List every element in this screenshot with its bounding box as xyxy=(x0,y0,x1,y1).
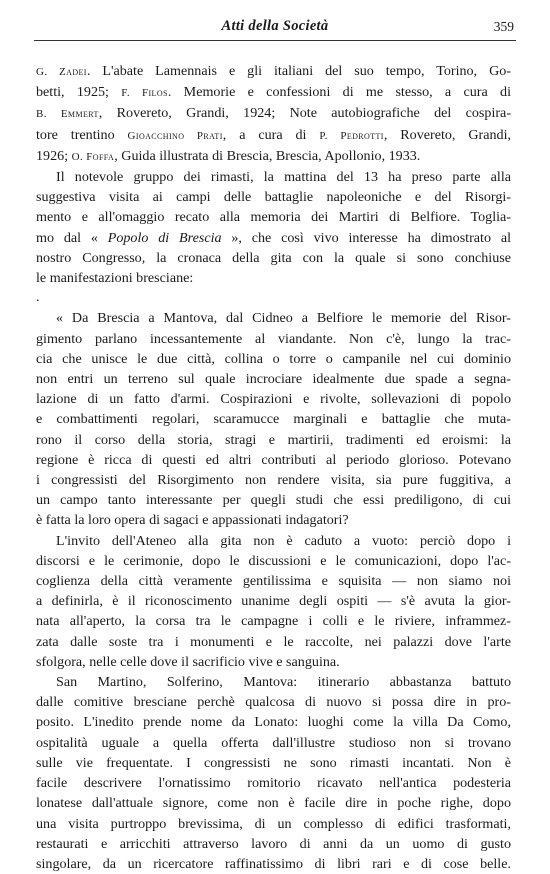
paragraph-intro xyxy=(36,167,511,288)
text-line: suggestiva visita ai campi delle battaglie napoleoniche e del Risorgi- xyxy=(36,189,511,206)
text-line: a definirla, è il riconoscimento unanime degli ospiti — s'è avuta la gior- xyxy=(36,593,511,610)
text-line: ospitalità uguale a quella offerta dall'illustre studioso non si trovano xyxy=(36,734,511,751)
text-line: sfolgora, nelle celle dove il sacrificio vive e sanguina. xyxy=(36,653,340,670)
text-line: nata all'aperto, la corsa tra le campagne i colli e le riviere, inframmez- xyxy=(36,613,511,630)
running-head: Atti della Società xyxy=(221,18,329,34)
text-line: L'invito dell'Ateneo alla gita non è caduto a vuoto: perciò dopo i xyxy=(56,532,511,549)
author-name: B. Emmert xyxy=(36,108,99,121)
text-line: gimento parlano incessantemente al viandante. Non c'è, lungo la trac- xyxy=(36,330,511,347)
text-line: zata dalle soste tra i monumenti e le raccolte, nei palazzi dove l'arte xyxy=(36,633,511,650)
text-line: restaurati e arricchiti attraverso lavoro di anni da un uomo di gusto xyxy=(36,835,511,852)
text-line: una visita purtroppo brevissima, di un complesso di edifici trasformati, xyxy=(36,815,511,832)
author-name: Gioacchino Prati xyxy=(127,129,223,142)
page-header xyxy=(0,18,550,40)
text-line: Il notevole gruppo dei rimasti, la mattina del 13 ha preso parte alla xyxy=(56,169,511,186)
text-line: mo dal « Popolo di Brescia », che così vivo interesse ha dimostrato al xyxy=(36,229,511,246)
text-line: e combattimenti regolari, scaramucce marginali e battaglie che muta- xyxy=(36,411,511,428)
text-line: lazione di un fatto d'armi. Cospirazioni e rivolte, sollevazioni di popolo xyxy=(36,391,511,408)
header-rule xyxy=(34,40,516,41)
text-line: 1926; O. Foffa, Guida illustrata di Brescia, Brescia, Apollonio, 1933. xyxy=(36,147,421,164)
text-line: le manifestazioni bresciane: xyxy=(36,270,194,287)
text-line: discorsi e le cerimonie, dopo le discussioni e le comunicazioni, dopo l'ac- xyxy=(36,552,511,569)
text-line: è fatta la loro opera di sagaci e appassionati indagatori? xyxy=(36,512,349,529)
author-name: F. Filos xyxy=(121,87,168,100)
text-line: sulle vie frequentate. I congressisti ne sono rimasti incantati. Non è xyxy=(36,754,511,771)
text-line: posito. L'inedito prende nome da Lonato: luoghi come la villa Da Como, xyxy=(36,714,511,731)
page-number: 359 xyxy=(493,19,514,34)
text-line: facile descrivere l'ornatissimo romitorio ricavato nell'antica podesteria xyxy=(36,775,511,792)
text-line: cia che unisce le due città, collina o torre o campanile nel cui dominio xyxy=(36,350,511,367)
text-line: coglienza della città veramente gentilissima e squisita — non siamo noi xyxy=(36,573,511,590)
text-line: betti, 1925; F. Filos. Memorie e confessioni di me stesso, a cura di xyxy=(36,84,511,101)
text-line: dalle comitive bresciane perchè qualcosa di nuovo si possa dire in pro- xyxy=(36,694,511,711)
text-line: regione è ricca di questi ed altri contributi al periodo glorioso. Potevano xyxy=(36,451,511,468)
page-body xyxy=(36,61,511,874)
paragraph-invito xyxy=(36,531,511,672)
text-line: B. Emmert, Rovereto, Grandi, 1924; Note autobiografiche del cospira- xyxy=(36,105,512,122)
author-name: P. Pedrotti xyxy=(319,129,384,142)
text-line: i congressisti del Risorgimento non rendere visita, sia pure fuggitiva, a xyxy=(36,472,511,489)
bibliography-note xyxy=(36,61,511,167)
author-name: G. Zadei xyxy=(36,66,87,78)
text-line: nostro Congresso, la cronaca della gita con la quale si sono conchiuse xyxy=(36,249,511,266)
text-line: lonatese dall'attuale signore, come non è facile dire in poche righe, dopo xyxy=(36,795,511,812)
paragraph-quote xyxy=(36,308,511,530)
paragraph-itinerario xyxy=(36,672,511,874)
author-name: O. Foffa xyxy=(71,150,115,163)
text-line: San Martino, Solferino, Mantova: itinerario abbastanza battuto xyxy=(56,674,511,691)
text-line: un campo tanto interessante per quegli studi che essi prediligono, di cui xyxy=(36,492,511,509)
newspaper-title: Popolo di Brescia xyxy=(107,229,222,246)
separator-dot: . xyxy=(36,290,40,306)
text-line: singolare, da un ricercatore raffinatissimo di libri rari e di cose belle. xyxy=(36,855,511,872)
text-line: mento e all'omaggio recato alla memoria dei Martiri di Belfiore. Toglia- xyxy=(36,209,511,226)
text-line: « Da Brescia a Mantova, dal Cidneo a Belfiore le memorie del Risor- xyxy=(56,310,511,327)
text-line: rono il corso della storia, stragi e martirii, tradimenti ed eroismi: la xyxy=(36,431,511,448)
text-line: tore trentino Gioacchino Prati, a cura di P. Pedrotti, Rovereto, Grandi, xyxy=(36,126,512,143)
text-line: G. Zadei. L'abate Lamennais e gli italiani del suo tempo, Torino, Go- xyxy=(36,63,511,79)
text-line: non entri un terreno sul quale incrociare idealmente due spade a segna- xyxy=(36,371,511,388)
